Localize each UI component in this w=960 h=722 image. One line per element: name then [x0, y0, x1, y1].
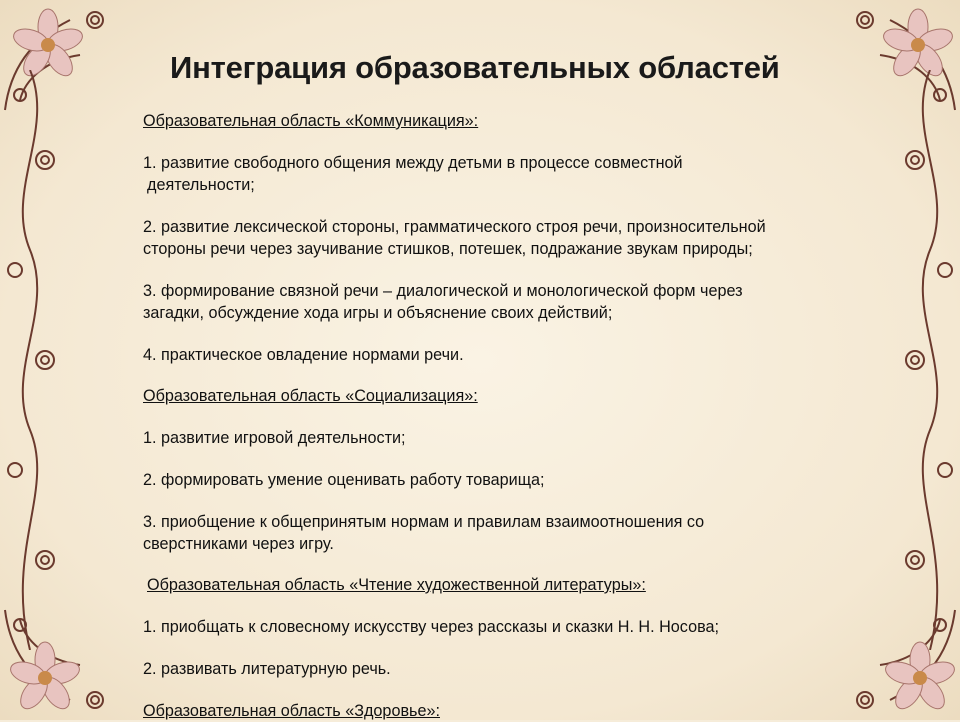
document-body — [143, 110, 883, 722]
list-item: стороны речи через заучивание стишков, потешек, подражание звукам природы; — [143, 240, 753, 258]
list-item: 2. формировать умение оценивать работу товарища; — [143, 471, 545, 489]
section-heading: Образовательная область «Социализация»: — [143, 387, 478, 405]
swirl-border-icon — [0, 70, 70, 650]
list-item: загадки, обсуждение хода игры и объяснение своих действий; — [143, 304, 613, 322]
list-item: 3. формирование связной речи – диалогической и монологической форм через — [143, 282, 743, 300]
page-title: Интеграция образовательных областей — [170, 50, 780, 85]
swirl-border-icon — [890, 70, 960, 650]
list-item: 1. развитие игровой деятельности; — [143, 429, 406, 447]
list-item: 2. развивать литературную речь. — [143, 660, 391, 678]
list-item: 1. приобщать к словесному искусству через рассказы и сказки Н. Н. Носова; — [143, 618, 720, 636]
section-heading: Образовательная область «Чтение художественной литературы»: — [147, 576, 646, 594]
list-item: 1. развитие свободного общения между детьми в процессе совместной — [143, 154, 683, 172]
list-item: сверстниками через игру. — [143, 535, 334, 553]
section-heading: Образовательная область «Коммуникация»: — [143, 112, 479, 130]
list-item: 2. развитие лексической стороны, грамматического строя речи, произносительной — [143, 218, 766, 236]
list-item: деятельности; — [147, 176, 255, 194]
section-heading: Образовательная область «Здоровье»: — [143, 702, 440, 720]
list-item: 3. приобщение к общепринятым нормам и правилам взаимоотношения со — [143, 513, 705, 531]
list-item: 4. практическое овладение нормами речи. — [143, 346, 464, 364]
